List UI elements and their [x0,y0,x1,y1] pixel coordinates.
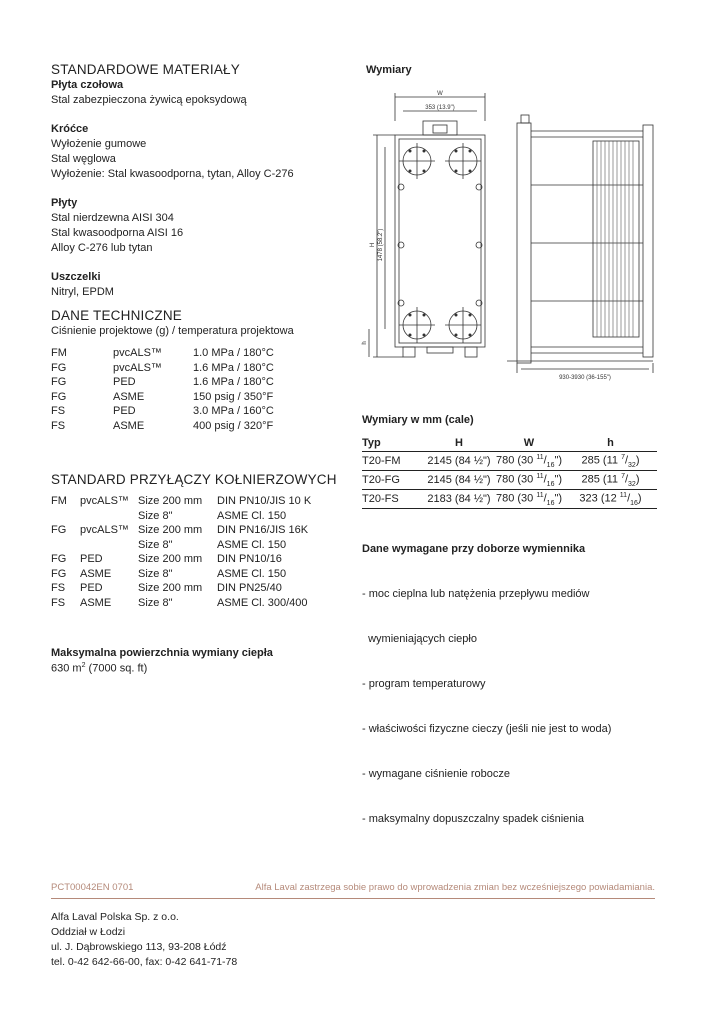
connections-value: Stal węglowa [51,153,116,165]
table-cell: pvcALS™ [113,347,162,359]
address-line: tel. 0-42 642-66-00, fax: 0-42 641-71-78 [51,956,238,968]
table-cell: DIN PN25/40 [217,582,282,594]
table-cell: 400 psig / 320°F [193,419,274,432]
table-row [51,420,313,435]
table-cell: FG [51,553,67,565]
dim-W-num: 11 [536,491,544,499]
dim-h-num: 7 [621,472,625,480]
dim-H: 2145 (84 ½") [424,452,494,471]
table-row [362,452,657,471]
footer-code: PCT00042EN 0701 [51,882,134,893]
table-cell: FG [51,524,67,536]
table-row [362,490,657,509]
table-cell: PED [113,405,136,417]
table-cell: FS [51,419,66,432]
table-row [51,510,327,525]
required-list [362,557,611,842]
list-item: - wymagane ciśnienie robocze [362,768,510,780]
connections-label: Króćce [51,123,89,135]
list-item: - właściwości fizyczne cieczy (jeśli nie jest to woda) [362,723,612,735]
dim-h-pre: 285 (11 [581,473,622,486]
frame-value: Stal zabezpieczona żywicą epoksydową [51,94,247,106]
dim-typ: T20-FM [362,452,424,471]
dim-header-H: H [424,435,494,452]
address-line: ul. J. Dąbrowskiego 113, 93-208 Łódź [51,941,227,953]
max-area-pre: 630 m [51,662,82,675]
table-row [51,524,327,539]
connections-value: Wyłożenie gumowe [51,138,147,150]
table-cell: ASME Cl. 300/400 [217,596,308,609]
list-item: - moc cieplna lub natężenia przepływu mediów [362,588,590,600]
dim-h-num: 11 [619,491,628,499]
max-area-sup: 2 [81,662,86,669]
list-item: - program temperaturowy [362,678,486,690]
max-area-label: Maksymalna powierzchnia wymiany ciepła [51,647,273,659]
drawing-w-label: W [437,91,443,97]
dim-h: 323 (12 $^{11}/_{16}$) [564,490,657,509]
table-cell: Size 8" [138,596,173,609]
frame-label: Płyta czołowa [51,79,124,91]
table-cell: Size 8" [138,567,173,580]
heat-exchanger-drawing [355,85,665,385]
dim-h-post: ) [635,454,640,467]
dim-h-num: 7 [621,453,625,461]
required-title: Dane wymagane przy doborze wymiennika [362,543,586,555]
table-cell [51,510,80,525]
table-row [51,553,327,568]
dim-W-post: ") [554,492,563,505]
dim-h-pre: 285 (11 [581,454,622,467]
table-cell: FM [51,347,67,359]
drawing-title: Wymiary [366,64,412,76]
table-cell [80,539,138,554]
table-cell: pvcALS™ [80,495,129,507]
dim-h: 285 (11 $^7/_{32}$) [564,452,657,471]
dim-W-den: 16 [546,480,555,488]
dim-h-den: 32 [628,461,636,469]
gaskets-label: Uszczelki [51,271,101,283]
technical-subtitle: Ciśnienie projektowe (g) / temperatura projektowa [51,325,294,337]
footer-disclaimer: Alfa Laval zastrzega sobie prawo do wprowadzenia zmian bez wcześniejszego powiadamiania. [255,882,655,893]
plates-value: Alloy C-276 lub tytan [51,242,153,254]
dim-W: 780 (30 $^{11}/_{16}$") [494,452,564,471]
table-cell: Size 8" [138,509,173,522]
dim-header-typ: Typ [362,435,424,452]
table-row [51,405,313,420]
table-cell: ASME [80,567,112,580]
dim-W: 780 (30 $^{11}/_{16}$") [494,490,564,509]
table-cell: Size 200 mm [138,495,203,507]
dim-header-h: h [564,435,657,452]
materials-title: STANDARDOWE MATERIAŁY [51,62,240,77]
table-cell: FG [51,390,67,403]
dim-h-den: 16 [630,499,638,507]
dim-W-num: 11 [536,453,544,461]
dim-h-post: ) [635,473,640,486]
table-cell: FM [51,495,67,507]
dimensions-table [362,435,657,509]
drawing-length-dim: 930-3930 (36-155") [559,375,611,381]
table-cell: FS [51,582,66,594]
dimensions-title: Wymiary w mm (cale) [362,414,474,426]
table-cell: FG [51,567,67,580]
table-cell: pvcALS™ [80,524,129,536]
table-row [51,568,327,583]
dim-typ: T20-FS [362,490,424,509]
plates-value: Stal kwasoodporna AISI 16 [51,227,184,239]
table-cell: DIN PN10/JIS 10 K [217,495,312,507]
address-line: Oddział w Łodzi [51,926,126,938]
table-row [51,495,327,510]
drawing-h-dim: 1478 (58.2") [378,228,384,262]
dim-W-pre: 780 (30 [495,473,537,486]
dim-W-pre: 780 (30 [495,492,537,505]
max-area-value [51,662,147,675]
dim-typ: T20-FG [362,471,424,490]
dim-W-post: ") [554,454,563,467]
dim-W: 780 (30 $^{11}/_{16}$") [494,471,564,490]
table-cell: PED [113,376,136,388]
table-cell: ASME [113,419,145,432]
dim-W-pre: 780 (30 [495,454,537,467]
table-cell: 1.6 MPa / 180°C [193,361,274,374]
drawing-w-dim: 353 (13.9") [425,105,455,111]
table-cell: FG [51,376,67,388]
table-cell: FS [51,405,66,417]
dim-H: 2145 (84 ½") [424,471,494,490]
table-cell: FS [51,596,66,609]
table-cell: DIN PN16/JIS 16K [217,524,309,536]
table-cell: FG [51,361,67,374]
table-cell: ASME Cl. 150 [217,567,287,580]
drawing-h-label: H [370,242,376,248]
technical-table [51,347,313,434]
table-cell: ASME [113,390,145,403]
dim-W-den: 16 [546,499,555,507]
table-cell: 1.0 MPa / 180°C [193,347,274,359]
technical-title: DANE TECHNICZNE [51,308,183,323]
table-cell: Size 200 mm [138,524,203,536]
plates-value: Stal nierdzewna AISI 304 [51,212,174,224]
flanges-title: STANDARD PRZYŁĄCZY KOŁNIERZOWYCH [51,472,337,487]
table-cell: ASME Cl. 150 [217,509,287,522]
table-cell: DIN PN10/16 [217,553,282,565]
table-cell: Size 8" [138,538,173,551]
address-line: Alfa Laval Polska Sp. z o.o. [51,911,179,923]
table-row [51,391,313,406]
list-item: wymieniających ciepło [362,633,477,645]
table-cell: 3.0 MPa / 160°C [193,405,274,417]
list-item: - maksymalny dopuszczalny spadek ciśnienia [362,813,584,825]
dim-h-post: ) [637,492,642,505]
footer-divider [51,898,655,899]
dim-h-pre: 323 (12 [579,492,620,505]
table-row [362,471,657,490]
table-row [51,582,327,597]
dim-W-den: 16 [546,461,555,469]
table-cell: PED [80,553,103,565]
dim-header-W: W [494,435,564,452]
table-cell: ASME [80,596,112,609]
dim-W-num: 11 [536,472,544,480]
table-row [51,347,313,362]
dim-h-den: 32 [628,480,636,488]
connections-value: Wyłożenie: Stal kwasoodporna, tytan, Alloy C-276 [51,168,294,180]
table-row [51,539,327,554]
table-cell: Size 200 mm [138,553,203,565]
gaskets-value: Nitryl, EPDM [51,286,114,298]
dim-H: 2183 (84 ½") [424,490,494,509]
table-row [51,376,313,391]
dim-h: 285 (11 $^7/_{32}$) [564,471,657,490]
drawing-small-h-label: h [362,341,368,345]
table-cell: pvcALS™ [113,361,162,374]
materials-block [51,78,294,300]
table-cell: 150 psig / 350°F [193,390,274,403]
table-cell: Size 200 mm [138,582,203,594]
table-row [51,362,313,377]
plates-label: Płyty [51,197,78,209]
table-cell: PED [80,582,103,594]
table-cell: 1.6 MPa / 180°C [193,376,274,388]
max-area-post: (7000 sq. ft) [85,662,148,675]
table-row [51,597,327,612]
address-block [51,910,237,970]
table-cell: ASME Cl. 150 [217,538,287,551]
flanges-table [51,495,327,611]
table-cell [51,539,80,554]
table-cell [80,510,138,525]
dim-W-post: ") [554,473,563,486]
